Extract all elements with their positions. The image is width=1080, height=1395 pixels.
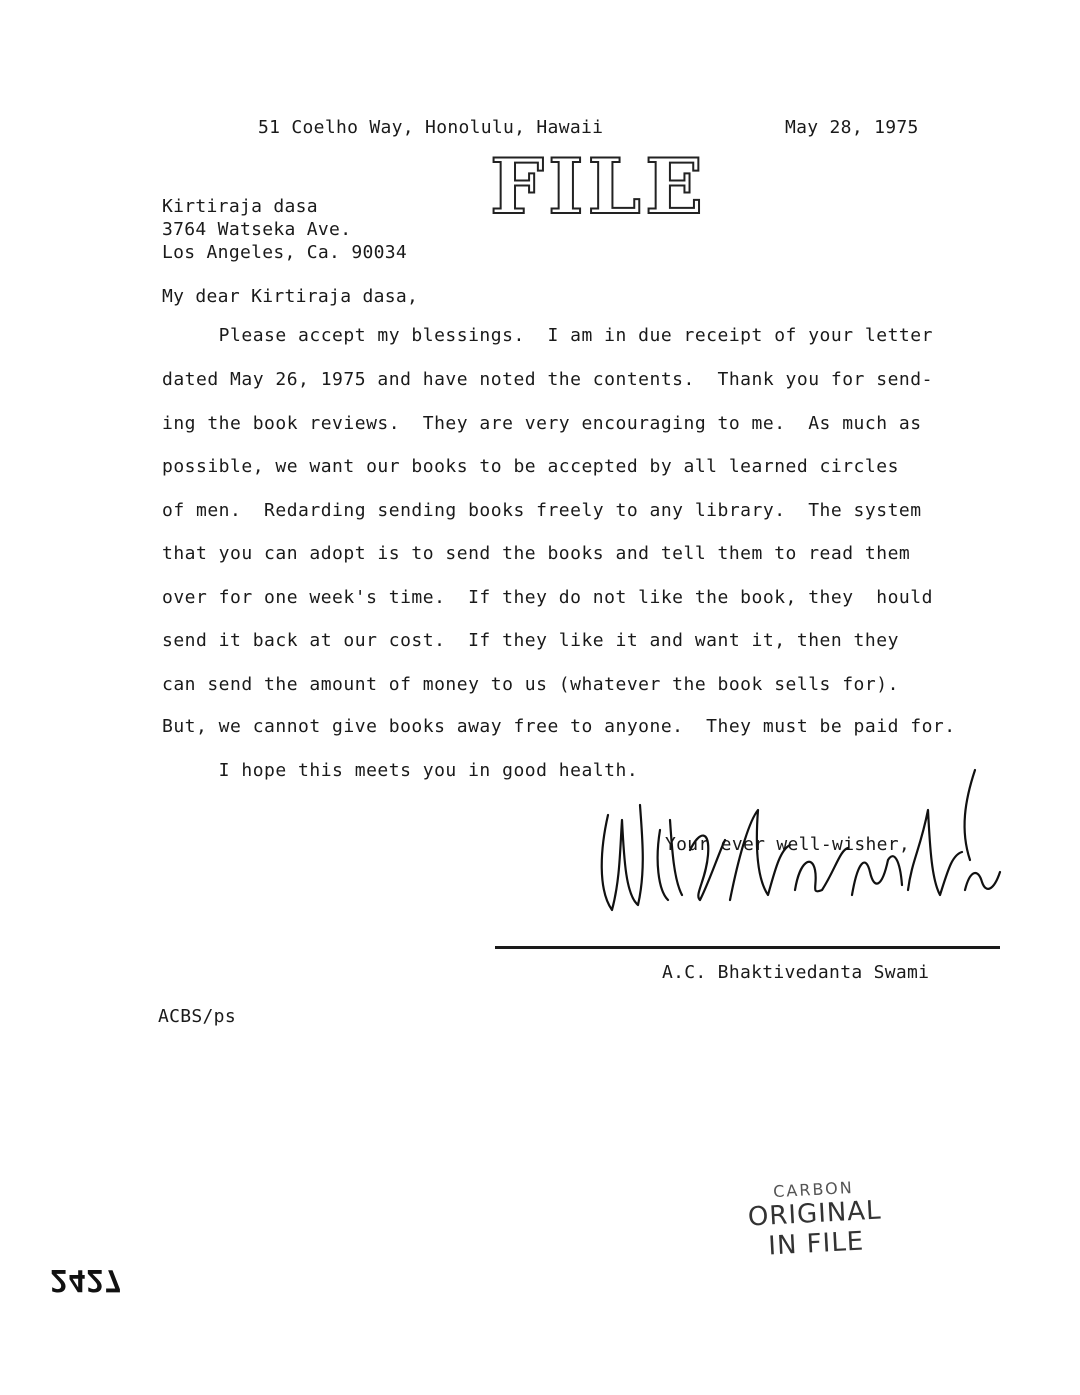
- salutation: My dear Kirtiraja dasa,: [162, 286, 419, 307]
- signatory-name: A.C. Bhaktivedanta Swami: [662, 962, 930, 983]
- recipient-name: Kirtiraja dasa: [162, 196, 318, 217]
- recipient-street: 3764 Watseka Ave.: [162, 219, 352, 240]
- document-number: 2427: [50, 1262, 123, 1297]
- body-line: Please accept my blessings. I am in due receipt of your letter: [162, 325, 933, 346]
- signature-rule: [495, 946, 1000, 949]
- body-line: that you can adopt is to send the books and tell them to read them: [162, 543, 911, 564]
- body-line: over for one week's time. If they do not like the book, they hould: [162, 587, 933, 608]
- body-line: ing the book reviews. They are very encouraging to me. As much as: [162, 413, 922, 434]
- sender-address: 51 Coelho Way, Honolulu, Hawaii: [258, 117, 604, 138]
- letter-date: May 28, 1975: [785, 117, 919, 138]
- recipient-city: Los Angeles, Ca. 90034: [162, 242, 408, 263]
- body-line: possible, we want our books to be accepted by all learned circles: [162, 456, 899, 477]
- closing: Your ever well-wisher,: [665, 834, 911, 855]
- closing-line: I hope this meets you in good health.: [162, 760, 639, 781]
- body-line: But, we cannot give books away free to anyone. They must be paid for.: [162, 716, 956, 737]
- handwritten-signature: [590, 760, 1010, 960]
- body-line: send it back at our cost. If they like it and want it, then they: [162, 630, 899, 651]
- body-line: dated May 26, 1975 and have noted the contents. Thank you for send-: [162, 369, 933, 390]
- file-stamp: FILE: [490, 142, 707, 231]
- carbon-original-stamp: CARBON ORIGINAL IN FILE: [747, 1177, 883, 1262]
- typist-initials: ACBS/ps: [158, 1006, 236, 1027]
- body-line: can send the amount of money to us (whatever the book sells for).: [162, 674, 899, 695]
- body-line: of men. Redarding sending books freely to any library. The system: [162, 500, 922, 521]
